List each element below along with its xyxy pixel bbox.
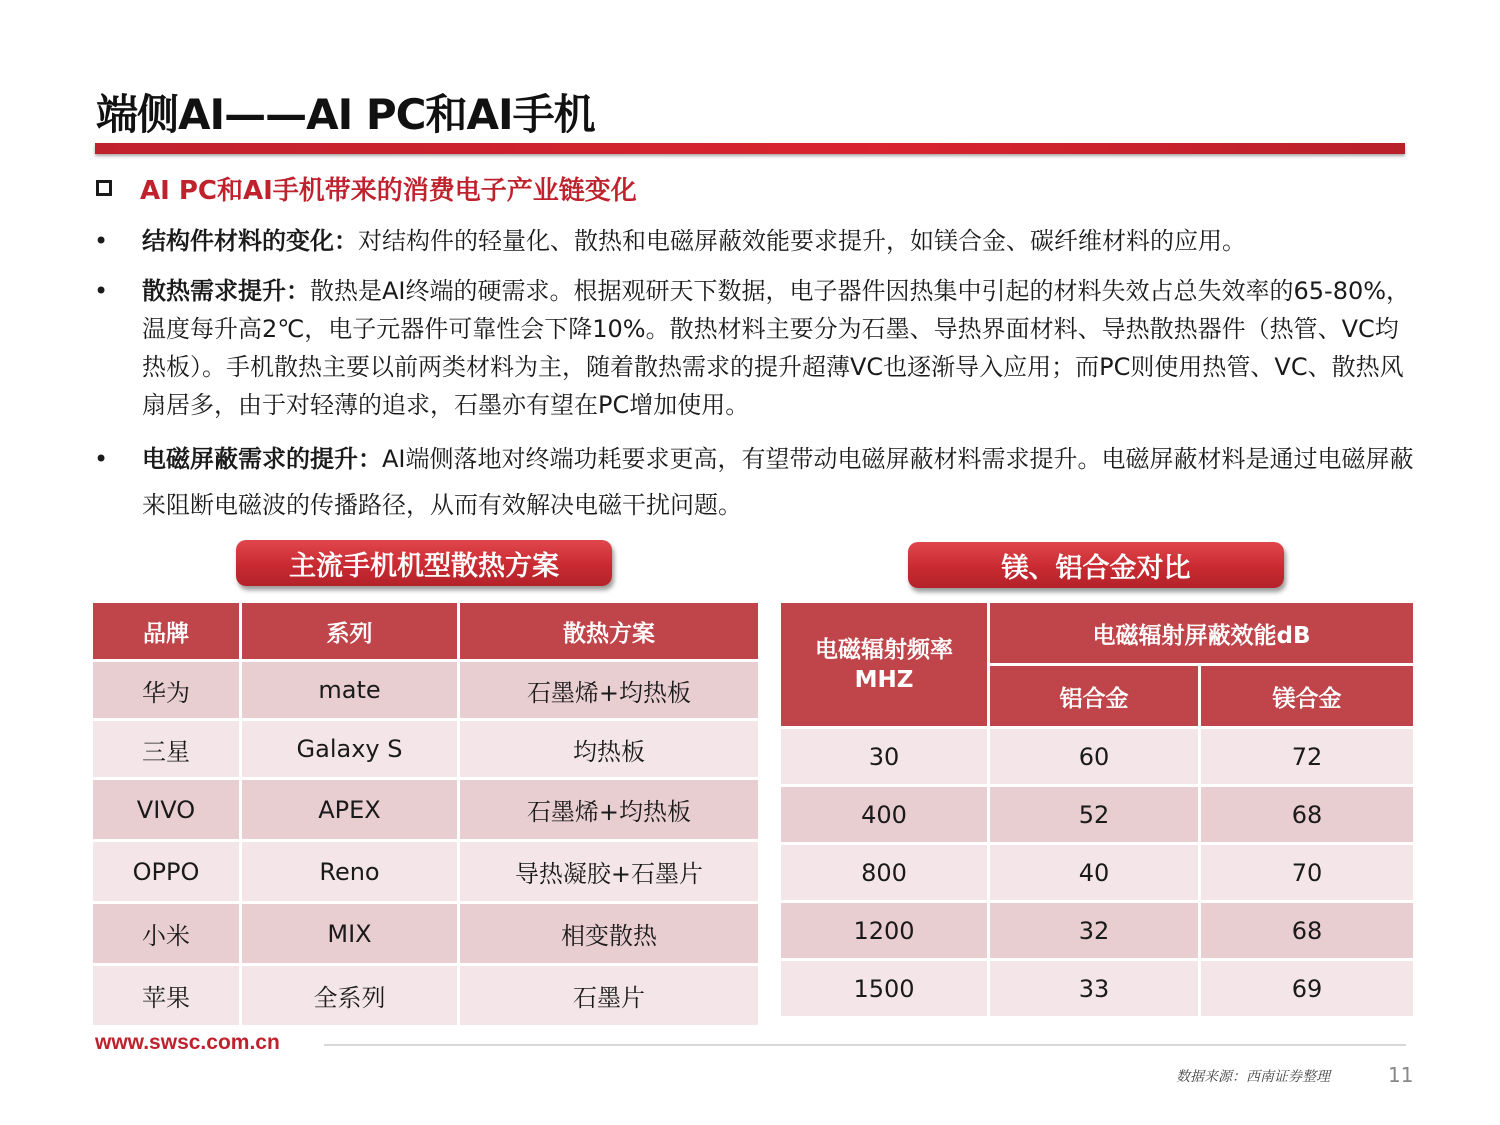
cell-brand: 华为: [93, 662, 239, 718]
bullet-lead: 电磁屏蔽需求的提升：: [142, 445, 382, 473]
cell-aluminum: 33: [990, 961, 1198, 1016]
footer-website-link[interactable]: www.swsc.com.cn: [95, 1031, 280, 1054]
cell-scheme: 石墨烯+均热板: [460, 662, 758, 718]
phone-cooling-table: [90, 600, 761, 1028]
bullet-lead: 结构件材料的变化：: [142, 227, 358, 255]
cell-brand: 苹果: [93, 966, 239, 1025]
cell-frequency: 800: [781, 845, 987, 900]
section-heading: [96, 170, 637, 206]
cell-aluminum: 32: [990, 903, 1198, 958]
table-row: [93, 721, 758, 777]
bullet-text: 对结构件的轻量化、散热和电磁屏蔽效能要求提升，如镁合金、碳纤维材料的应用。: [358, 227, 1246, 255]
cell-frequency: 1500: [781, 961, 987, 1016]
cell-brand: 小米: [93, 904, 239, 963]
cell-magnesium: 72: [1201, 729, 1413, 784]
table-row: [781, 903, 1413, 958]
table-row: [93, 842, 758, 901]
table-row: [93, 662, 758, 718]
cell-aluminum: 52: [990, 787, 1198, 842]
cell-scheme: 相变散热: [460, 904, 758, 963]
table-row: [93, 780, 758, 839]
checkbox-square-icon: [96, 180, 112, 196]
cell-magnesium: 68: [1201, 787, 1413, 842]
table-row: [781, 845, 1413, 900]
bullet-list: [94, 222, 1414, 540]
cell-frequency: 1200: [781, 903, 987, 958]
cell-scheme: 导热凝胶+石墨片: [460, 842, 758, 901]
table-row: [781, 787, 1413, 842]
bullet-item: [94, 436, 1414, 528]
table-row: [93, 966, 758, 1025]
bullet-text: AI端侧落地对终端功耗要求更高，有望带动电磁屏蔽材料需求提升。电磁屏蔽材料是通过电磁屏蔽来阻断电磁波的传播路径，从而有效解决电磁干扰问题。: [142, 445, 1414, 519]
page-number: 11: [1388, 1063, 1414, 1087]
table-row: [93, 904, 758, 963]
cell-magnesium: 68: [1201, 903, 1413, 958]
section-heading-text: AI PC和AI手机带来的消费电子产业链变化: [140, 175, 637, 206]
cell-brand: OPPO: [93, 842, 239, 901]
header-cooling-scheme: 散热方案: [460, 603, 758, 659]
cell-series: mate: [242, 662, 457, 718]
title-underline: [95, 143, 1405, 154]
header-frequency: 电磁辐射频率 MHZ: [781, 603, 987, 726]
cell-scheme: 均热板: [460, 721, 758, 777]
bullet-marker: •: [94, 445, 109, 473]
cell-magnesium: 70: [1201, 845, 1413, 900]
bullet-text: 散热是AI终端的硬需求。根据观研天下数据，电子器件因热集中引起的材料失效占总失效率的65-80%，温度每升高2℃，电子元器件可靠性会下降10%。散热材料主要分为石墨、导热界面材料、导热散热器件（热管、VC均热板）。手机散热主要以前两类材料为主，随着散热需求的提升超薄VC也逐渐导入应用；而PC则使用热管、VC、散热风扇居多，由于对轻薄的追求，石墨亦有望在PC增加使用。: [142, 277, 1411, 419]
page-title: 端侧AI——AI PC和AI手机: [96, 90, 595, 139]
data-source-note: 数据来源：西南证券整理: [1176, 1069, 1330, 1085]
header-aluminum-alloy: 铝合金: [990, 666, 1198, 726]
bullet-item: [94, 272, 1414, 424]
cell-aluminum: 40: [990, 845, 1198, 900]
cell-frequency: 30: [781, 729, 987, 784]
header-series: 系列: [242, 603, 457, 659]
left-table-title: 主流手机机型散热方案: [236, 540, 612, 586]
cell-magnesium: 69: [1201, 961, 1413, 1016]
cell-aluminum: 60: [990, 729, 1198, 784]
cell-series: Galaxy S: [242, 721, 457, 777]
bullet-marker: •: [94, 227, 109, 255]
header-shielding-efficiency: 电磁辐射屏蔽效能dB: [990, 603, 1413, 663]
alloy-comparison-table: [778, 600, 1416, 1019]
cell-brand: 三星: [93, 721, 239, 777]
cell-frequency: 400: [781, 787, 987, 842]
cell-scheme: 石墨烯+均热板: [460, 780, 758, 839]
cell-scheme: 石墨片: [460, 966, 758, 1025]
table-row: [781, 961, 1413, 1016]
bullet-lead: 散热需求提升：: [142, 277, 310, 305]
footer-divider: [324, 1044, 1406, 1046]
header-magnesium-alloy: 镁合金: [1201, 666, 1413, 726]
cell-series: Reno: [242, 842, 457, 901]
cell-brand: VIVO: [93, 780, 239, 839]
cell-series: APEX: [242, 780, 457, 839]
bullet-item: [94, 222, 1414, 260]
header-brand: 品牌: [93, 603, 239, 659]
right-table-title: 镁、铝合金对比: [908, 542, 1284, 588]
table-row: [781, 729, 1413, 784]
bullet-marker: •: [94, 277, 109, 305]
cell-series: 全系列: [242, 966, 457, 1025]
cell-series: MIX: [242, 904, 457, 963]
